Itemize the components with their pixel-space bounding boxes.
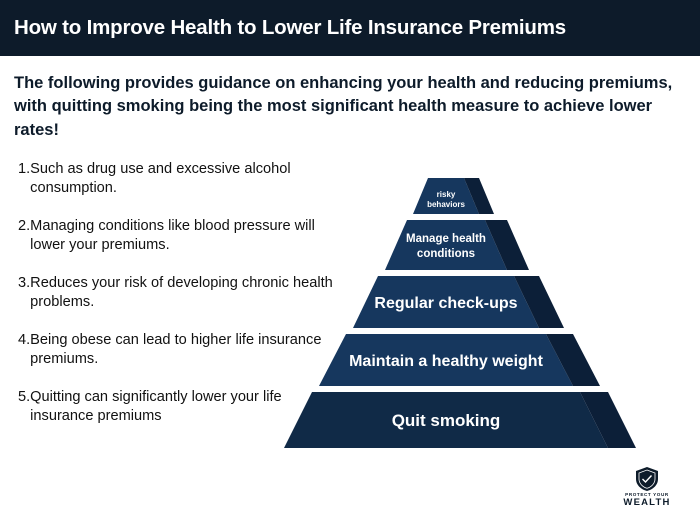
logo-line-2: WEALTH — [623, 496, 671, 508]
pyramid-level-3-label: Regular check-ups — [374, 295, 518, 312]
list-item-label: Managing conditions like blood pressure will lower your premiums. — [30, 217, 315, 253]
pyramid-level-5-label: Quit smoking — [391, 411, 501, 430]
list-item-label: Such as drug use and excessive alcohol consumption. — [30, 161, 291, 196]
brand-logo — [608, 466, 686, 510]
pyramid-level-2-label-line1: Manage health — [406, 233, 486, 245]
page-title: How to Improve Health to Lower Life Insurance Premiums — [14, 15, 566, 39]
pyramid-level-5 — [284, 392, 636, 448]
list-item-number: 2. — [18, 217, 31, 234]
pyramid-level-4 — [319, 334, 600, 386]
pyramid-level-2-label-line2: conditions — [416, 248, 476, 260]
list-item-number: 1. — [18, 161, 31, 177]
pyramid-level-1-label-line1: risky — [436, 190, 456, 199]
list-item-label: Being obese can lead to higher life insurance premiums. — [30, 331, 322, 367]
list-item-label: Reduces your risk of developing chronic health problems. — [30, 274, 333, 310]
header-bar — [0, 0, 700, 56]
list-item-label: Quitting can significantly lower your life insurance premiums — [30, 388, 282, 424]
list-item-number: 3. — [18, 274, 31, 291]
logo-wordmark — [623, 493, 670, 508]
pyramid-diagram — [196, 170, 696, 460]
logo-line-1: PROTECT YOUR — [625, 492, 669, 497]
pyramid-level-1 — [413, 178, 494, 214]
intro-paragraph: The following provides guidance on enhancing your health and reducing premiums, with quitting smoking being the most significant health measure to achieve lower rates! — [14, 74, 673, 139]
pyramid-level-3 — [353, 276, 564, 328]
list-item-number: 5. — [18, 388, 31, 405]
shield-icon — [634, 466, 660, 492]
pyramid-level-4-label: Maintain a healthy weight — [349, 353, 543, 370]
pyramid-level-2 — [385, 220, 529, 270]
pyramid-level-1-label-line2: behaviors — [427, 200, 465, 209]
list-item-number: 4. — [18, 331, 31, 348]
